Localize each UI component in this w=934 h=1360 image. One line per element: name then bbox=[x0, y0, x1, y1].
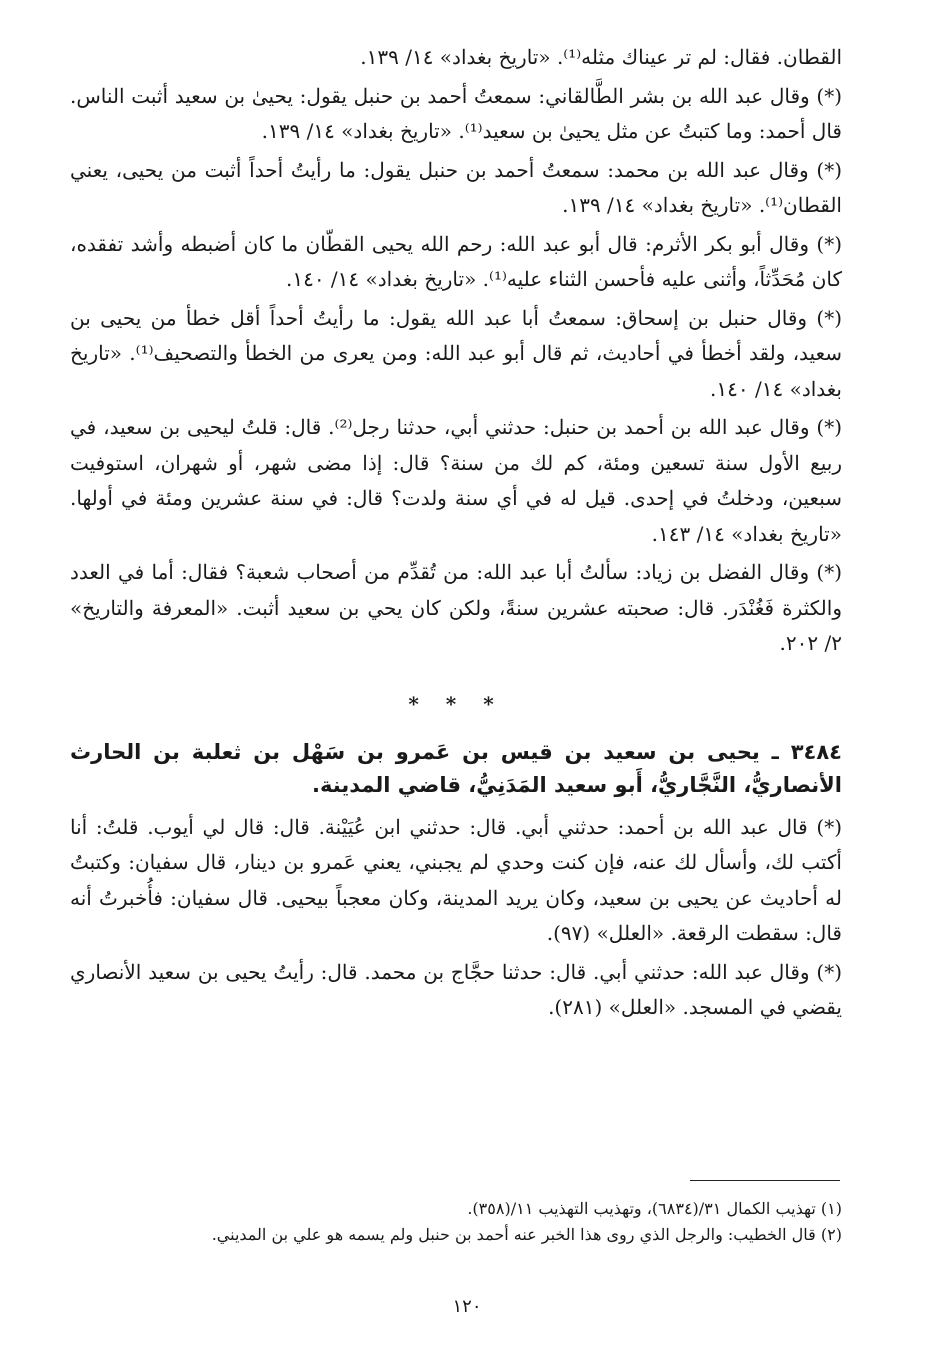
paragraph-6: (*) وقال عبد الله بن أحمد بن حنبل: حدثني أبي، حدثنا رجل⁽²⁾. قال: قلتُ ليحيى بن سعيد، في ربيع الأول سنة تسعين ومئة، كم لك من سنة؟ قال: إذا مضى شهر، أو شهران، استوفيت سبعين، ودخلتُ في إحدى. قيل له في أي سنة ولدت؟ قال: في سنة عشرين ومئة في أولها. «تاريخ بغداد» ١٤/ ١٤٣. bbox=[70, 415, 842, 546]
page-number: ١٢٠ bbox=[452, 1296, 482, 1317]
paragraph-7: (*) وقال الفضل بن زياد: سألتُ أبا عبد الله: من تُقدِّم من أصحاب شعبة؟ فقال: أما في العدد والكثرة فَغُنْدَر. قال: صحبته عشرين سنةً، ولكن كان يحي بن سعيد أثبت. «المعرفة والتاريخ» ٢/ ٢٠٢. bbox=[70, 560, 842, 655]
footnote-rule bbox=[690, 1180, 840, 1181]
footnote-2: (٢) قال الخطيب: والرجل الذي روى هذا الخبر عنه أحمد بن حنبل ولم يسمه هو علي بن المديني. bbox=[211, 1225, 842, 1244]
entry-paragraph-2: (*) وقال عبد الله: حدثني أبي. قال: حدثنا حجَّاج بن محمد. قال: رأيتُ يحيى بن سعيد الأنصاري يقضي في المسجد. «العلل» (٢٨١). bbox=[70, 959, 842, 1019]
footnotes bbox=[70, 1196, 842, 1248]
entry-paragraph-1: (*) قال عبد الله بن أحمد: حدثني أبي. قال: حدثني ابن عُيَيْنة. قال: قال لي أيوب. قلتُ: أنا أكتب لك، وأسأل لك عنه، فإن كنت وحدي لم يجبني، يعني عَمرو بن دينار، قال سفيان: وكتبتُ له أحاديث عن يحيى بن سعيد، وكان يريد المدينة، وكان معجباً بيحيى. قال سفيان: فأُخبرتُ أنه قال: سقطت الرقعة. «العلل» (٩٧). bbox=[70, 814, 842, 945]
paragraph-4: (*) وقال أبو بكر الأثرم: قال أبو عبد الله: رحم الله يحيى القطّان ما كان أضبطه وأشد تفقده، كان مُحَدِّثاً، وأثنى عليه فأحسن الثناء عليه⁽¹⁾. «تاريخ بغداد» ١٤/ ١٤٠. bbox=[70, 231, 842, 291]
section-separator: * * * bbox=[408, 691, 504, 716]
footnote-1: (١) تهذيب الكمال ٣١/(٦٨٣٤)، وتهذيب التهذيب ١١/(٣٥٨). bbox=[467, 1199, 842, 1218]
entry-heading: ٣٤٨٤ ـ يحيى بن سعيد بن قيس بن عَمرو بن سَهْل بن ثعلبة بن الحارث الأنصاريُّ، النَّجَّاريُّ، أَبو سعيد المَدَنِيُّ، قاضي المدينة. bbox=[70, 739, 842, 797]
paragraph-2: (*) وقال عبد الله بن بشر الطَّالقاني: سمعتُ أحمد بن حنبل يقول: يحيىٰ بن سعيد أثبت الناس. قال أحمد: وما كتبتُ عن مثل يحيىٰ بن سعيد⁽¹⁾. «تاريخ بغداد» ١٤/ ١٣٩. bbox=[70, 83, 842, 143]
paragraph-3: (*) وقال عبد الله بن محمد: سمعتُ أحمد بن حنبل يقول: ما رأيتُ أحداً أثبت من يحيى، يعني القطان⁽¹⁾. «تاريخ بغداد» ١٤/ ١٣٩. bbox=[70, 157, 842, 217]
paragraph-5: (*) وقال حنبل بن إسحاق: سمعتُ أبا عبد الله يقول: ما رأيتُ أحداً أقل خطأ من يحيى بن سعيد، ولقد أخطأ في أحاديث، ثم قال أبو عبد الله: ومن يعرى من الخطأ والتصحيف⁽¹⁾. «تاريخ بغداد» ١٤/ ١٤٠. bbox=[70, 305, 842, 401]
paragraph-1: القطان. فقال: لم تر عيناك مثله⁽¹⁾. «تاريخ بغداد» ١٤/ ١٣٩. bbox=[360, 45, 842, 69]
